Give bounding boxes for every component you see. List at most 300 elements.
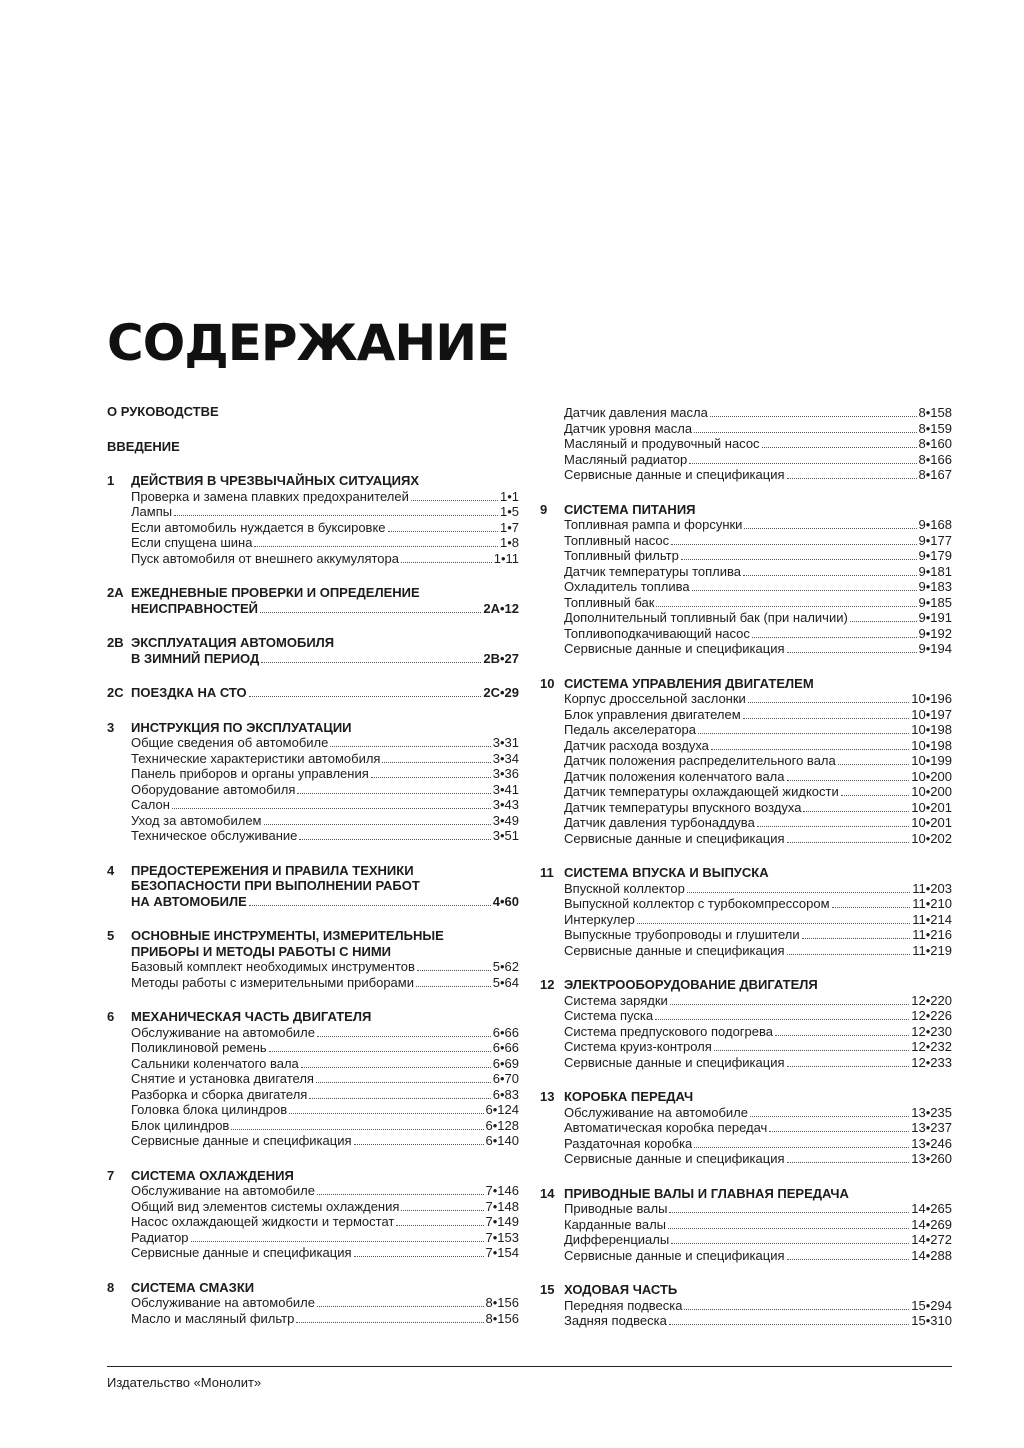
toc-page-number: 10•200 bbox=[911, 784, 952, 799]
toc-entry-label: Система зарядки bbox=[564, 992, 668, 1008]
toc-entry-label: Охладитель топлива bbox=[564, 579, 690, 594]
section-title bbox=[131, 720, 519, 736]
dot-leader bbox=[743, 718, 910, 719]
section-title-line: ЭКСПЛУАТАЦИЯ АВТОМОБИЛЯ bbox=[131, 635, 335, 650]
dot-leader bbox=[787, 1259, 910, 1260]
toc-entry bbox=[564, 784, 952, 800]
section-number: 14 bbox=[540, 1185, 555, 1201]
toc-entry-label: Блок цилиндров bbox=[131, 1117, 230, 1133]
dot-leader bbox=[752, 637, 917, 638]
dot-leader bbox=[669, 1212, 909, 1213]
section-number: 2A bbox=[107, 585, 124, 600]
toc-page-number: 10•196 bbox=[911, 691, 952, 706]
toc-entry-label: Датчик температуры впускного воздуха bbox=[564, 799, 802, 815]
toc-entry bbox=[564, 595, 952, 611]
section-title bbox=[131, 1280, 519, 1296]
toc-section bbox=[540, 502, 952, 657]
toc-page-number: 3•36 bbox=[492, 766, 519, 781]
section-entries bbox=[107, 489, 519, 567]
section-heading bbox=[540, 676, 952, 692]
toc-entry bbox=[131, 1025, 519, 1041]
toc-entry bbox=[131, 504, 519, 520]
section-title bbox=[564, 865, 952, 881]
toc-page-number: 9•181 bbox=[918, 563, 952, 579]
dot-leader bbox=[748, 702, 909, 703]
section-title-line: ДЕЙСТВИЯ В ЧРЕЗВЫЧАЙНЫХ СИТУАЦИЯХ bbox=[131, 473, 419, 488]
toc-page-number: 6•70 bbox=[492, 1071, 519, 1086]
toc-page-number: 9•183 bbox=[918, 579, 952, 594]
toc-entry bbox=[564, 452, 952, 468]
toc-entry bbox=[564, 579, 952, 595]
section-entries bbox=[107, 959, 519, 990]
toc-entry bbox=[564, 1298, 952, 1314]
toc-page-number: 10•201 bbox=[911, 815, 952, 830]
section-heading bbox=[540, 502, 952, 518]
toc-entry-label: Разборка и сборка двигателя bbox=[131, 1086, 308, 1102]
toc-entry bbox=[131, 1199, 519, 1215]
dot-leader bbox=[802, 938, 911, 939]
dot-leader bbox=[254, 546, 498, 547]
section-heading bbox=[107, 928, 519, 959]
toc-entry-label: Поликлиновой ремень bbox=[131, 1040, 267, 1055]
toc-entry bbox=[564, 564, 952, 580]
section-heading bbox=[540, 1089, 952, 1105]
toc-page-number: 3•31 bbox=[492, 735, 519, 750]
toc-entry-label: Датчик давления турбонаддува bbox=[564, 815, 755, 830]
toc-entry bbox=[564, 753, 952, 769]
toc-page-number: 7•149 bbox=[485, 1214, 519, 1229]
dot-leader bbox=[401, 562, 492, 563]
section-title bbox=[131, 685, 519, 701]
toc-entry bbox=[564, 1120, 952, 1136]
toc-entry-label: Радиатор bbox=[131, 1229, 189, 1245]
toc-entry-label: Топливный насос bbox=[564, 532, 670, 548]
section-number: 6 bbox=[107, 1009, 115, 1024]
toc-entry-label: Сервисные данные и спецификация bbox=[564, 1247, 785, 1263]
dot-leader bbox=[330, 746, 490, 747]
toc-page-number: 8•160 bbox=[918, 436, 952, 451]
toc-page-number: 3•43 bbox=[492, 797, 519, 812]
toc-entry-label: ПОЕЗДКА НА СТО bbox=[131, 685, 247, 700]
toc-entry-label: В ЗИМНИЙ ПЕРИОД bbox=[131, 650, 260, 666]
dot-leader bbox=[382, 762, 490, 763]
dot-leader bbox=[231, 1129, 483, 1130]
toc-entry bbox=[564, 626, 952, 642]
dot-leader bbox=[301, 1067, 491, 1068]
toc-section bbox=[107, 928, 519, 990]
toc-entry-label: Сервисные данные и спецификация bbox=[564, 1151, 785, 1166]
section-heading bbox=[107, 1280, 519, 1296]
toc-page-number: 15•294 bbox=[911, 1297, 952, 1313]
section-number: 7 bbox=[107, 1167, 115, 1183]
toc-entry-label: Панель приборов и органы управления bbox=[131, 766, 369, 781]
toc-entry bbox=[564, 691, 952, 707]
toc-page-number: 3•34 bbox=[492, 750, 519, 766]
toc-page-number: 5•62 bbox=[492, 959, 519, 974]
toc-page-number: 1•11 bbox=[493, 550, 519, 566]
toc-entry bbox=[131, 1295, 519, 1311]
toc-page-number: 5•64 bbox=[492, 974, 519, 990]
toc-entry bbox=[564, 517, 952, 533]
toc-section bbox=[107, 635, 519, 666]
toc-entry-label: Топливный бак bbox=[564, 594, 655, 610]
toc-entry-label: Масляный радиатор bbox=[564, 451, 688, 467]
section-title-line: СИСТЕМА ПИТАНИЯ bbox=[564, 501, 696, 517]
dot-leader bbox=[694, 432, 916, 433]
section-entries bbox=[540, 993, 952, 1071]
toc-entry bbox=[131, 535, 519, 551]
section-title-line bbox=[131, 601, 519, 617]
toc-entry-label: Раздаточная коробка bbox=[564, 1135, 693, 1151]
dot-leader bbox=[787, 842, 910, 843]
section-entries bbox=[540, 1105, 952, 1167]
toc-page-number: 3•49 bbox=[492, 812, 519, 828]
toc-page-number: 12•226 bbox=[911, 1008, 952, 1023]
toc-page-number: 15•310 bbox=[911, 1313, 952, 1328]
toc-entry-label: Топливный фильтр bbox=[564, 548, 679, 563]
section-title bbox=[564, 502, 952, 518]
toc-entry bbox=[564, 912, 952, 928]
toc-entry bbox=[564, 421, 952, 437]
toc-entry-label: Масляный и продувочный насос bbox=[564, 436, 760, 451]
toc-entry-label: Датчик положения коленчатого вала bbox=[564, 768, 785, 784]
section-title bbox=[564, 1282, 952, 1298]
toc-entry-label: Общие сведения об автомобиле bbox=[131, 735, 329, 750]
toc-page-number: 13•235 bbox=[911, 1104, 952, 1120]
toc-page-number: 9•192 bbox=[918, 625, 952, 641]
section-title bbox=[564, 977, 952, 993]
dot-leader bbox=[354, 1144, 484, 1145]
toc-entry-label: Датчик положения распределительного вала bbox=[564, 753, 836, 768]
toc-entry bbox=[564, 1055, 952, 1071]
toc-entry-label: Система предпускового подогрева bbox=[564, 1023, 774, 1039]
toc-page-number: 14•269 bbox=[911, 1216, 952, 1232]
toc-page-number: 11•216 bbox=[912, 927, 952, 942]
toc-entry bbox=[564, 993, 952, 1009]
dot-leader bbox=[692, 590, 917, 591]
section-title bbox=[131, 473, 519, 489]
dot-leader bbox=[838, 764, 910, 765]
section-number: 9 bbox=[540, 501, 548, 517]
section-entries bbox=[107, 1295, 519, 1326]
toc-entry-label: Оборудование автомобиля bbox=[131, 781, 296, 797]
section-title bbox=[131, 928, 519, 959]
dot-leader bbox=[787, 780, 910, 781]
dot-leader bbox=[775, 1035, 909, 1036]
toc-entry-label: Общий вид элементов системы охлаждения bbox=[131, 1198, 400, 1214]
toc-entry-label: Выпускной коллектор с турбокомпрессором bbox=[564, 896, 830, 911]
section-title-line bbox=[131, 651, 519, 667]
section-title-line bbox=[131, 685, 519, 701]
dot-leader bbox=[668, 1228, 909, 1229]
toc-entry-label: Проверка и замена плавких предохранителей bbox=[131, 488, 409, 504]
toc-page-number: 12•230 bbox=[911, 1023, 952, 1039]
toc-entry-label: Обслуживание на автомобиле bbox=[131, 1183, 315, 1198]
section-heading bbox=[107, 685, 519, 701]
toc-page-number: 9•168 bbox=[918, 517, 952, 532]
dot-leader bbox=[684, 1309, 909, 1310]
toc-page-number: 1•8 bbox=[499, 535, 519, 550]
section-title-line: ЭЛЕКТРООБОРУДОВАНИЕ ДВИГАТЕЛЯ bbox=[564, 977, 818, 992]
toc-entry bbox=[564, 896, 952, 912]
toc-page-number: 14•265 bbox=[911, 1201, 952, 1216]
toc-entry bbox=[564, 467, 952, 483]
toc-entry-label: Сервисные данные и спецификация bbox=[564, 1054, 785, 1070]
section-number: 8 bbox=[107, 1279, 115, 1295]
toc-page-number: 9•185 bbox=[918, 594, 952, 610]
toc-entry bbox=[564, 800, 952, 816]
section-entries bbox=[540, 517, 952, 657]
toc-entry bbox=[564, 831, 952, 847]
toc-section bbox=[540, 1089, 952, 1167]
toc-section bbox=[107, 1009, 519, 1149]
toc-entry-label: Датчик давления масла bbox=[564, 405, 708, 420]
toc-standalone-heading: ВВЕДЕНИЕ bbox=[107, 438, 180, 454]
toc-page-number: 3•41 bbox=[492, 781, 519, 797]
section-number: 2B bbox=[107, 635, 124, 650]
section-title-line: ПРИВОДНЫЕ ВАЛЫ И ГЛАВНАЯ ПЕРЕДАЧА bbox=[564, 1185, 849, 1201]
toc-entry bbox=[564, 1151, 952, 1167]
section-title-line: ИНСТРУКЦИЯ ПО ЭКСПЛУАТАЦИИ bbox=[131, 719, 352, 735]
dot-leader bbox=[750, 1116, 909, 1117]
toc-standalone-heading: О РУКОВОДСТВЕ bbox=[107, 404, 219, 419]
toc-page-number: 12•232 bbox=[911, 1039, 952, 1054]
section-number: 15 bbox=[540, 1282, 555, 1297]
dot-leader bbox=[656, 606, 916, 607]
toc-section bbox=[107, 720, 519, 844]
toc-entry-label: Пуск автомобиля от внешнего аккумулятора bbox=[131, 550, 399, 566]
toc-entry bbox=[131, 1214, 519, 1230]
toc-page-number: 7•153 bbox=[485, 1229, 519, 1245]
toc-entry-label: Техническое обслуживание bbox=[131, 828, 298, 843]
toc-page-number: 6•66 bbox=[492, 1040, 519, 1055]
toc-page-number: 1•5 bbox=[499, 504, 519, 519]
toc-page-number: 7•154 bbox=[485, 1245, 519, 1260]
dot-leader bbox=[317, 1306, 484, 1307]
section-entries bbox=[107, 1025, 519, 1149]
section-entries bbox=[540, 1201, 952, 1263]
toc-page-number: 6•124 bbox=[485, 1102, 519, 1117]
toc-entry bbox=[131, 1071, 519, 1087]
dot-leader bbox=[299, 839, 490, 840]
section-heading bbox=[107, 473, 519, 489]
toc-entry bbox=[564, 641, 952, 657]
toc-entry-label: Сервисные данные и спецификация bbox=[564, 641, 785, 656]
toc-entry bbox=[131, 1311, 519, 1327]
toc-page-number: 10•198 bbox=[911, 722, 952, 737]
section-entries bbox=[107, 1183, 519, 1261]
dot-leader bbox=[694, 1147, 909, 1148]
toc-page-number: 3•51 bbox=[492, 828, 519, 843]
toc-page-number: 12•220 bbox=[911, 992, 952, 1008]
toc-entry bbox=[131, 1087, 519, 1103]
toc-entry-label: Сервисные данные и спецификация bbox=[564, 830, 785, 846]
toc-entry-label: Лампы bbox=[131, 504, 173, 519]
section-heading bbox=[540, 1186, 952, 1202]
section-entries bbox=[107, 735, 519, 844]
toc-entry-label: Если спущена шина bbox=[131, 535, 253, 550]
toc-entry bbox=[131, 1133, 519, 1149]
section-heading bbox=[540, 977, 952, 993]
section-number: 2C bbox=[107, 685, 124, 700]
toc-page-number: 9•191 bbox=[918, 610, 952, 625]
toc-entry bbox=[564, 881, 952, 897]
dot-leader bbox=[309, 1098, 490, 1099]
dot-leader bbox=[769, 1131, 909, 1132]
dot-leader bbox=[743, 575, 917, 576]
toc-entry bbox=[131, 975, 519, 991]
section-heading bbox=[540, 865, 952, 881]
toc-entry bbox=[564, 927, 952, 943]
section-heading bbox=[107, 1168, 519, 1184]
toc-page-number: 11•214 bbox=[912, 911, 952, 927]
toc-entry-label: Салон bbox=[131, 797, 170, 812]
dot-leader bbox=[714, 1050, 910, 1051]
section-heading bbox=[107, 1009, 519, 1025]
dot-leader bbox=[354, 1256, 484, 1257]
dot-leader bbox=[687, 892, 910, 893]
toc-entry bbox=[564, 738, 952, 754]
dot-leader bbox=[261, 662, 481, 663]
toc-entry-label: Датчик температуры топлива bbox=[564, 563, 742, 579]
toc-entry bbox=[564, 405, 952, 421]
section-title bbox=[564, 1089, 952, 1105]
section-title-line: ХОДОВАЯ ЧАСТЬ bbox=[564, 1282, 678, 1297]
toc-page-number: 10•199 bbox=[911, 753, 952, 768]
section-title-line bbox=[131, 894, 519, 910]
dot-leader bbox=[249, 905, 491, 906]
section-number: 3 bbox=[107, 719, 115, 735]
toc-entry bbox=[564, 548, 952, 564]
toc-entry-label: Система круиз-контроля bbox=[564, 1039, 712, 1054]
toc-entry-label: Интеркулер bbox=[564, 911, 635, 927]
section-title-line: ПРИБОРЫ И МЕТОДЫ РАБОТЫ С НИМИ bbox=[131, 943, 391, 959]
toc-entry bbox=[131, 1118, 519, 1134]
toc-entry bbox=[564, 533, 952, 549]
toc-section bbox=[540, 1282, 952, 1329]
toc-entry-label: Насос охлаждающей жидкости и термостат bbox=[131, 1214, 395, 1229]
toc-page-number: 13•246 bbox=[911, 1135, 952, 1151]
section-heading bbox=[107, 720, 519, 736]
toc-entry-label: Обслуживание на автомобиле bbox=[564, 1104, 748, 1120]
toc-page-number: 6•66 bbox=[492, 1024, 519, 1040]
dot-leader bbox=[417, 970, 491, 971]
toc-page-number: 2A•12 bbox=[483, 600, 519, 616]
dot-leader bbox=[787, 1066, 910, 1067]
toc-page-number: 10•201 bbox=[911, 799, 952, 815]
dot-leader bbox=[297, 793, 490, 794]
section-heading bbox=[107, 863, 519, 910]
section-title bbox=[131, 1009, 519, 1025]
toc-entry-label: Базовый комплект необходимых инструментов bbox=[131, 959, 415, 974]
dot-leader bbox=[296, 1322, 483, 1323]
section-number: 5 bbox=[107, 928, 115, 943]
dot-leader bbox=[744, 528, 916, 529]
toc-entry-label: Топливоподкачивающий насос bbox=[564, 625, 750, 641]
toc-entry bbox=[131, 797, 519, 813]
toc-entry bbox=[564, 1248, 952, 1264]
toc-section bbox=[107, 863, 519, 910]
toc-entry bbox=[131, 1040, 519, 1056]
toc-page-number: 9•177 bbox=[918, 532, 952, 548]
toc-entry-label: Если автомобиль нуждается в буксировке bbox=[131, 519, 386, 535]
dot-leader bbox=[841, 795, 910, 796]
toc-entry bbox=[564, 769, 952, 785]
section-title-line: ПРЕДОСТЕРЕЖЕНИЯ И ПРАВИЛА ТЕХНИКИ bbox=[131, 862, 414, 878]
toc-entry bbox=[564, 707, 952, 723]
toc-entry bbox=[564, 1039, 952, 1055]
toc-page-number: 2C•29 bbox=[483, 685, 519, 700]
dot-leader bbox=[850, 621, 917, 622]
toc-entry-label: Сервисные данные и спецификация bbox=[564, 942, 785, 958]
toc-section bbox=[107, 685, 519, 701]
toc-page-number: 1•1 bbox=[499, 488, 519, 504]
toc-page-number: 10•197 bbox=[911, 706, 952, 722]
toc-entry-label: Уход за автомобилем bbox=[131, 812, 262, 828]
section-heading bbox=[107, 635, 519, 666]
toc-entry bbox=[131, 1102, 519, 1118]
toc-page-number: 13•237 bbox=[911, 1120, 952, 1135]
dot-leader bbox=[757, 826, 909, 827]
dot-leader bbox=[710, 416, 917, 417]
toc-entry bbox=[131, 551, 519, 567]
toc-entry-label: Блок управления двигателем bbox=[564, 706, 741, 722]
footer-divider bbox=[107, 1366, 952, 1367]
toc-page-number: 8•166 bbox=[918, 451, 952, 467]
page-title: СОДЕРЖАНИЕ bbox=[107, 314, 510, 372]
toc-page-number: 7•146 bbox=[485, 1183, 519, 1198]
dot-leader bbox=[787, 1162, 910, 1163]
toc-entry bbox=[131, 751, 519, 767]
section-number: 12 bbox=[540, 977, 555, 992]
dot-leader bbox=[787, 478, 917, 479]
section-heading bbox=[540, 1282, 952, 1298]
toc-entry bbox=[564, 1105, 952, 1121]
toc-page-number: 10•200 bbox=[911, 768, 952, 784]
toc-entry bbox=[564, 1136, 952, 1152]
toc-entry bbox=[564, 1232, 952, 1248]
toc-entry bbox=[564, 722, 952, 738]
toc-entry-label: Сервисные данные и спецификация bbox=[131, 1245, 352, 1260]
toc-page-number: 11•219 bbox=[912, 942, 952, 958]
section-title-line: МЕХАНИЧЕСКАЯ ЧАСТЬ ДВИГАТЕЛЯ bbox=[131, 1009, 372, 1024]
toc-page-number: 11•203 bbox=[912, 880, 952, 896]
section-number: 10 bbox=[540, 675, 555, 691]
toc-section bbox=[107, 1168, 519, 1261]
section-number: 1 bbox=[107, 473, 115, 488]
dot-leader bbox=[269, 1051, 491, 1052]
toc-entry bbox=[564, 1008, 952, 1024]
toc-entry-label: Приводные валы bbox=[564, 1201, 668, 1216]
section-entries bbox=[540, 881, 952, 959]
dot-leader bbox=[191, 1241, 484, 1242]
section-title bbox=[131, 863, 519, 910]
dot-leader bbox=[396, 1225, 483, 1226]
dot-leader bbox=[669, 1324, 909, 1325]
dot-leader bbox=[787, 954, 911, 955]
dot-leader bbox=[316, 1082, 491, 1083]
dot-leader bbox=[698, 733, 909, 734]
toc-entry-label: Карданные валы bbox=[564, 1216, 667, 1232]
dot-leader bbox=[411, 500, 498, 501]
toc-page-number: 8•156 bbox=[485, 1310, 519, 1326]
toc-page-number: 6•83 bbox=[492, 1086, 519, 1102]
toc-entry-label: Автоматическая коробка передач bbox=[564, 1120, 768, 1135]
section-title bbox=[564, 676, 952, 692]
toc-page-number: 8•158 bbox=[918, 405, 952, 420]
dot-leader bbox=[401, 1210, 483, 1211]
toc-entry bbox=[131, 766, 519, 782]
